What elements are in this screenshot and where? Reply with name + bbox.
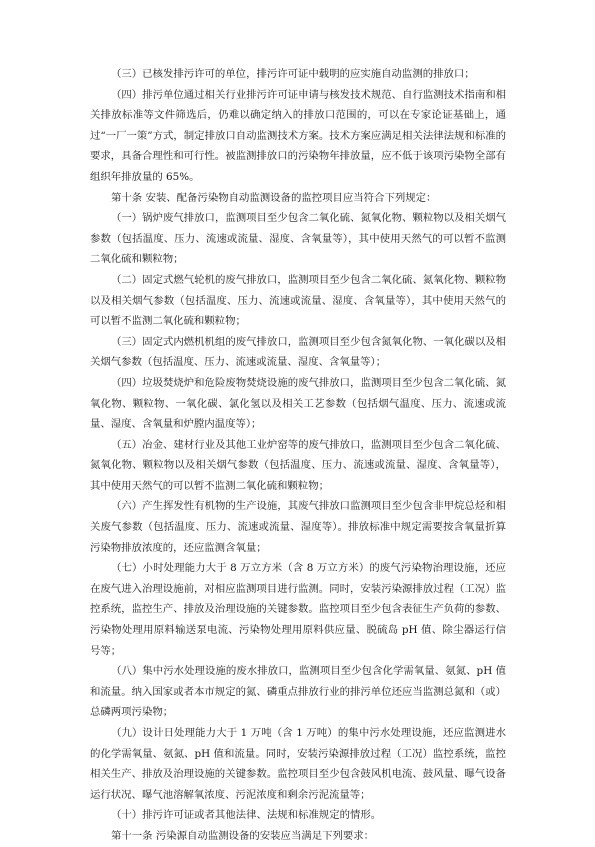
paragraph-large-treatment-facility: （七）小时处理能力大于 8 万立方米（含 8 万立方米）的废气污染物治理设施，还应在废气进入治理设施前，对相应监测项目进行监测。同时，安装污染源排放过程（工况）监控系统，监控生产、排放及治理设施的关键参数。监控项目至少包含表征生产负荷的参数、污染物处理用原料输送泵电流、污染物处理用原料供应量、脱硫岛 pH 值、除尘器运行信号等； xyxy=(90,562,506,657)
article-11-heading: 第十一条 污染源自动监测设备的安装应当满足下列要求： xyxy=(111,829,375,842)
paragraph-voc-outlet: （六）产生挥发性有机物的生产设施，其废气排放口监测项目至少包含非甲烷总烃和相关废气参数（包括温度、压力、流速或流量、湿度等）。排放标准中规定需要按含氧量折算污染物排放浓度的，还应监测含氧量； xyxy=(90,500,506,554)
document-body xyxy=(90,64,506,847)
paragraph-sewage-plant-inlet: （九）设计日处理能力大于 1 万吨（含 1 万吨）的集中污水处理设施，还应监测进水的化学需氧量、氨氮、pH 值和流量。同时，安装污染源排放过程（工况）监控系统，监控相关生产、排放及治理设施的关键参数。监控项目至少包含鼓风机电流、鼓风量、曝气设备运行状况、曝气池溶解氧浓度、污泥浓度和剩余污泥流量等； xyxy=(90,727,506,801)
paragraph-item-4-one-plant-one-policy: （四）排污单位通过相关行业排污许可证申请与核发技术规范、自行监测技术指南和相关排放标准等文件筛选后，仍难以确定纳入的排放口范围的，可以在专家论证基础上，通过“一厂一策”方式，制定排放口自动监测技术方案。技术方案应满足相关法律法规和标准的要求，具备合理性和可行性。被监测排放口的污染物年排放量，应不低于该项污染物全部有组织年排放量的 65%。 xyxy=(90,88,506,183)
paragraph-gas-turbine-outlet: （二）固定式燃气轮机的废气排放口，监测项目至少包含二氧化硫、氮氧化物、颗粒物以及相关烟气参数（包括温度、压力、流速或流量、湿度、含氧量等），其中使用天然气的可以暂不监测二氧化硫和颗粒物； xyxy=(90,273,506,328)
paragraph-metallurgy-kiln-outlet: （五）冶金、建材行业及其他工业炉窑等的废气排放口，监测项目至少包含二氧化硫、氮氧化物、颗粒物以及相关烟气参数（包括温度、压力、流速或流量、湿度、含氧量等），其中使用天然气的可以暂不监测二氧化硫和颗粒物； xyxy=(90,438,506,492)
paragraph-wastewater-outlet: （八）集中污水处理设施的废水排放口，监测项目至少包含化学需氧量、氨氮、pH 值和流量。纳入国家或者本市规定的氮、磷重点排放行业的排污单位还应当监测总氮和（或）总磷两项污染物； xyxy=(90,665,506,719)
paragraph-incinerator-outlet: （四）垃圾焚烧炉和危险废物焚烧设施的废气排放口，监测项目至少包含二氧化硫、氮氧化物、颗粒物、一氧化碳、氯化氢以及相关工艺参数（包括烟气温度、压力、流速或流量、湿度、含氧量和炉膛内温度等）； xyxy=(90,376,506,431)
paragraph-other-cases: （十）排污许可证或者其他法律、法规和标准规定的情形。 xyxy=(111,809,382,822)
article-10-heading: 第十条 安装、配备污染物自动监测设备的监控项目应当符合下列规定： xyxy=(111,191,437,204)
paragraph-internal-combustion-outlet: （三）固定式内燃机机组的废气排放口，监测项目至少包含氮氧化物、一氧化碳以及相关烟气参数（包括温度、压力、流速或流量、湿度、含氧量等）； xyxy=(90,335,506,369)
paragraph-boiler-outlet: （一）锅炉废气排放口，监测项目至少包含二氧化硫、氮氧化物、颗粒物以及相关烟气参数（包括温度、压力、流速或流量、湿度、含氧量等），其中使用天然气的可以暂不监测二氧化硫和颗粒物； xyxy=(90,212,506,266)
paragraph-item-3-permit-outlets: （三）已核发排污许可的单位，排污许可证中载明的应实施自动监测的排放口； xyxy=(111,68,475,80)
